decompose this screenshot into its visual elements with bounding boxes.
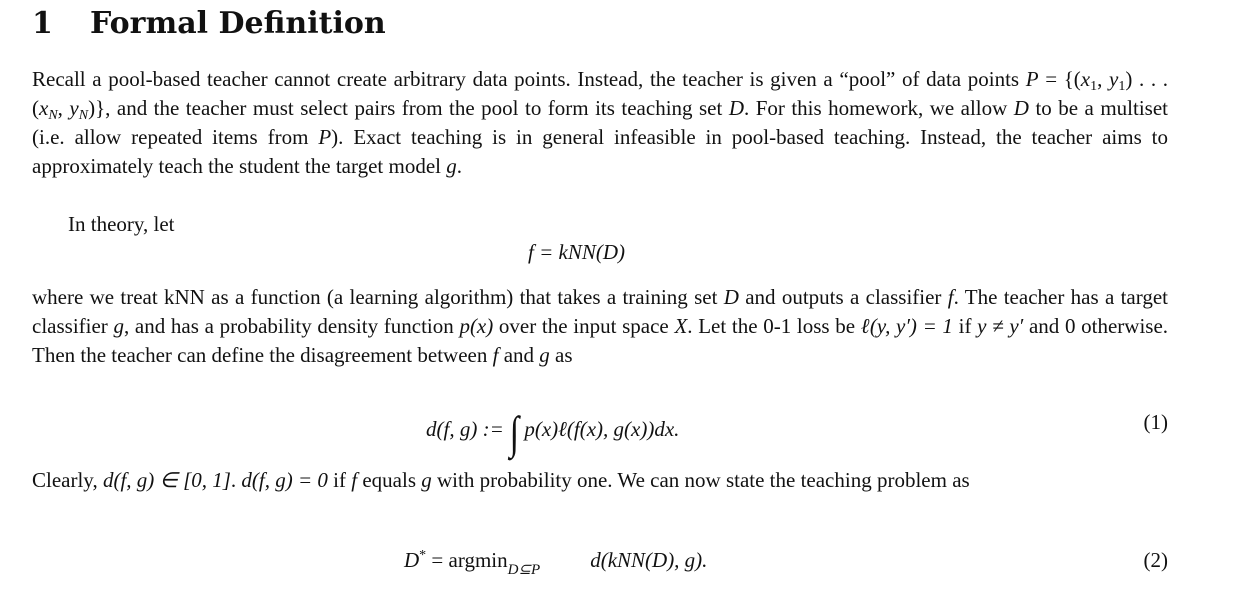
paragraph-in-theory: In theory, let [68, 212, 175, 236]
math-not-equal: y ≠ y′ [977, 314, 1024, 338]
equation-2-teaching-problem [32, 546, 1168, 586]
text-run: and 0 otherwise. Then the teacher can define the disagreement between [32, 314, 1169, 367]
equation-number: (2) [1143, 548, 1168, 572]
math-D: D [728, 96, 744, 120]
math-f: f [492, 343, 499, 367]
math-subscript: 1 [1090, 79, 1098, 94]
text-run: if [327, 468, 352, 492]
section-number: 1 [32, 6, 53, 41]
text-run: , and the teacher must select pairs from the pool to form its teaching set [105, 96, 729, 120]
section-title: Formal Definition [90, 6, 386, 41]
math-D: D [404, 548, 420, 572]
paragraph-knn-definition [32, 283, 1168, 370]
text-run: . The teacher has a target classifier [32, 285, 1168, 338]
math-x: x [1080, 67, 1091, 91]
equation-1-body [426, 407, 680, 458]
math-P: P [1025, 67, 1039, 91]
math-d-zero: d(f, g) = 0 [241, 468, 328, 492]
math-loss: ℓ(y, y′) = 1 [860, 314, 953, 338]
equation-number: (1) [1143, 410, 1168, 434]
text-run: ). Exact teaching is in general infeasible in pool-based teaching. Instead, the teacher aims to approximately teach the student the target model [32, 125, 1169, 178]
math-g: g [113, 314, 124, 338]
math-f: f [947, 285, 954, 309]
math-set-close: )} [88, 96, 106, 120]
text-run: . For this homework, we allow [743, 96, 1014, 120]
math-x: x [39, 96, 49, 120]
math-g: g [446, 154, 457, 178]
text-run: if [952, 314, 978, 338]
math-X: X [674, 314, 688, 338]
paragraph-clearly [32, 466, 1168, 495]
equation-2-rhs: d(kNN(D), g). [590, 548, 708, 572]
math-d-range: d(f, g) ∈ [0, 1] [102, 468, 231, 492]
math-y: y [69, 96, 79, 120]
equation-f-knn [32, 238, 1168, 278]
math-y: y [1109, 67, 1119, 91]
text-run: . [456, 154, 462, 178]
integral-sign: ∫ [509, 407, 519, 458]
paragraph-pool-based-teacher: Recall a pool-based teacher cannot create arbitrary data points. Instead, the teacher is given a “pool” of data points $P = \{(x_1$, $y_1$) . . . ($x_N$, $y_N$)}, and the teacher must select pairs from the pool to form its teaching set D. For this homework, we allow D to be a multiset (i.e. allow repeated items from P). Exact teaching is in general infeasible in pool-based teaching. Instead, the teacher aims to approximately teach the student the target model g. [32, 67, 1169, 178]
math-subscript: N [78, 108, 89, 123]
math-f: f [351, 468, 358, 492]
text-run: over the input space [493, 314, 675, 338]
text-run: as [549, 343, 573, 367]
text-run: . Let the 0-1 loss be [687, 314, 861, 338]
math-P: P [318, 125, 332, 149]
math-subscript: 1 [1118, 79, 1126, 94]
math-ellipsis: ) . . . ( [32, 67, 1168, 120]
text-run: Recall a pool-based teacher cannot create arbitrary data points. Instead, the teacher is given a “pool” of data points [32, 67, 1026, 91]
text-run: where we treat kNN as a function (a learning algorithm) that takes a training set [32, 285, 724, 309]
text-run: , and has a probability density function [123, 314, 460, 338]
equation-1-lhs: d(f, g) := [426, 417, 504, 441]
text-run: to be a multiset (i.e. allow repeated items from [32, 96, 1168, 149]
text-run: and [498, 343, 540, 367]
equation-f-knn-body: f = kNN(D) [528, 240, 625, 264]
math-D: D [1013, 96, 1029, 120]
text-run: with probability one. We can now state the teaching problem as [431, 468, 970, 492]
math-D: D [723, 285, 739, 309]
argmin-subscript: D⊆P [507, 562, 541, 578]
text-run: and outputs a classifier [738, 285, 948, 309]
text-run: equals [357, 468, 422, 492]
equation-1-rhs: p(x)ℓ(f(x), g(x))dx. [524, 417, 680, 441]
math-g: g [421, 468, 432, 492]
equation-2-body [404, 548, 707, 579]
section-heading [32, 6, 386, 41]
math-px: p(x) [459, 314, 494, 338]
math-subscript: N [48, 108, 58, 123]
math-set-open: = {( [1038, 67, 1081, 91]
equation-1-disagreement [32, 400, 1168, 458]
argmin-operator: = argmin [426, 548, 508, 572]
math-g: g [539, 343, 550, 367]
text-run: Clearly, [32, 468, 103, 492]
text-run: . [230, 468, 242, 492]
math-star: * [419, 548, 427, 563]
